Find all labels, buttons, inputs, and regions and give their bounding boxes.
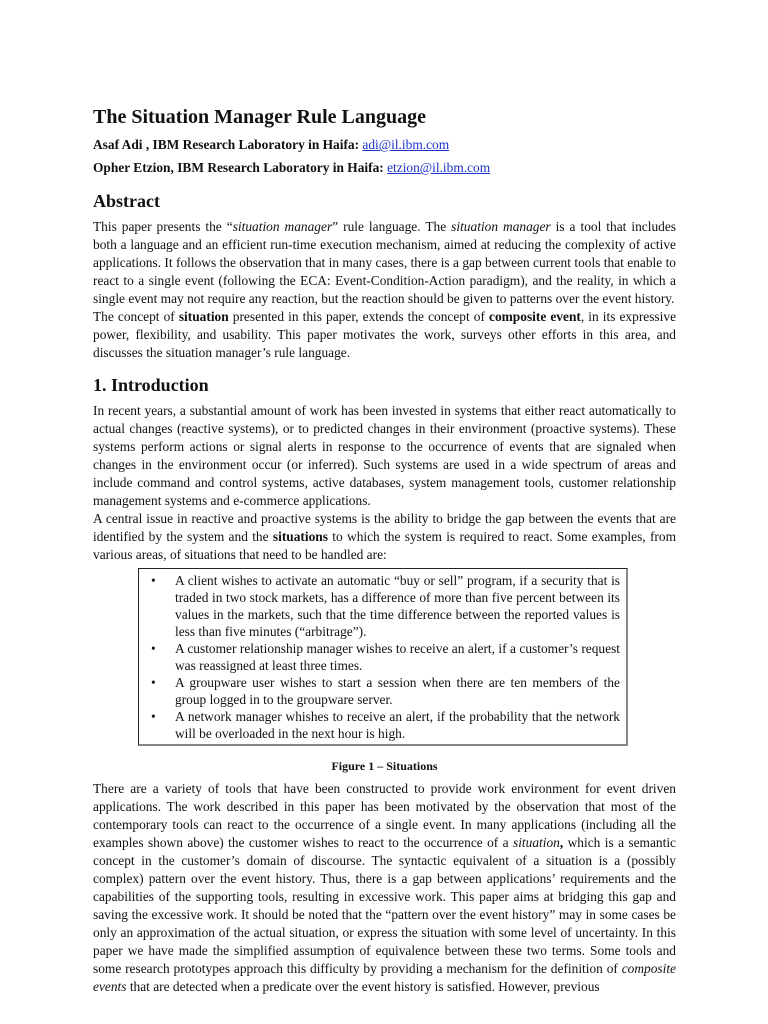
list-item: • A groupware user wishes to start a session when there are ten members of the group logged in to the groupware server. [151, 675, 620, 707]
author-1-affiliation: Asaf Adi , IBM Research Laboratory in Haifa: [93, 137, 363, 152]
introduction-heading: 1. Introduction [93, 375, 209, 395]
abstract-heading: Abstract [93, 191, 160, 211]
paper-title: The Situation Manager Rule Language [93, 106, 426, 128]
figure-1-situations-box [138, 568, 628, 746]
author-line-1 [93, 135, 676, 155]
abstract-paragraph-2: The concept of situation presented in this paper, extends the concept of composite event, in its expressive power, flexibility, and usability. This paper motivates the work, surveys other efforts in this area, and discusses the situation manager’s rule language. [93, 309, 677, 360]
list-item: • A client wishes to activate an automatic “buy or sell” program, if a security that is traded in two stock markets, has a difference of more than five percent between its values in the markets, such that the time difference between the reported values is less than five minutes (“arbitrage”). [151, 573, 620, 639]
figure-1-caption: Figure 1 – Situations [331, 759, 438, 773]
intro-paragraph-1: In recent years, a substantial amount of work has been invested in systems that either react automatically to actual changes (reactive systems), or to predicted changes in their environment (proactive systems). These systems perform actions or signal alerts in response to the occurrence of events that are signaled when changes in the environment occur (or inferred). Such systems are used in a wide spectrum of areas and include command and control systems, active databases, system management tools, customer relationship management systems and e-commerce applications. [93, 403, 676, 508]
bullet-icon: • [151, 675, 156, 690]
bullet-icon: • [151, 573, 156, 588]
list-item: • A network manager whishes to receive an alert, if the probability that the network will be overloaded in the next hour is high. [151, 709, 620, 741]
bullet-icon: • [151, 641, 156, 656]
author-2-email-link[interactable]: etzion@il.ibm.com [387, 160, 491, 175]
situations-list [147, 572, 620, 742]
author-line-2 [93, 158, 676, 178]
author-1-email-link[interactable]: adi@il.ibm.com [362, 137, 450, 152]
list-item: • A customer relationship manager wishes to receive an alert, if a customer’s request was reassigned at least three times. [151, 641, 620, 673]
bullet-icon: • [151, 709, 156, 724]
author-2-affiliation: Opher Etzion, IBM Research Laboratory in Haifa: [93, 160, 388, 175]
intro-paragraph-2: A central issue in reactive and proactive systems is the ability to bridge the gap between the events that are identified by the system and the situations to which the system is required to react. Some examples, from various areas, of situations that need to be handled are: [93, 511, 676, 562]
abstract-paragraph-1: This paper presents the “situation manager” rule language. The situation manager is a tool that includes both a language and an efficient run-time execution mechanism, aimed at reducing the complexity of active applications. It follows the observation that in many cases, there is a gap between current tools that enable to react to a single event (following the ECA: Event-Condition-Action paradigm), and the reality, in which a single event may not require any reaction, but the reaction should be given to patterns over the event history. [93, 219, 677, 306]
intro-paragraph-3: There are a variety of tools that have been constructed to provide work environment for event driven applications. The work described in this paper has been motivated by the observation that most of the contemporary tools can react to the occurrence of a single event. In many applications (including all the examples shown above) the customer wishes to react to the occurrence of a situation, which is a semantic concept in the customer’s domain of discourse. The syntactic equivalent of a situation is a (possibly complex) pattern over the event history. Thus, there is a gap between applications’ requirements and the capabilities of the supporting tools, resulting in excessive work. This paper aims at bridging this gap and saving the excessive work. It should be noted that the “pattern over the event history” may in some cases be only an approximation of the actual situation, or express the situation with some level of uncertainty. In this paper we have made the simplified assumption of equivalence between these two terms. Some tools and some research prototypes approach this difficulty by providing a mechanism for the definition of composite events that are detected when a predicate over the event history is satisfied. However, previous [93, 781, 676, 994]
